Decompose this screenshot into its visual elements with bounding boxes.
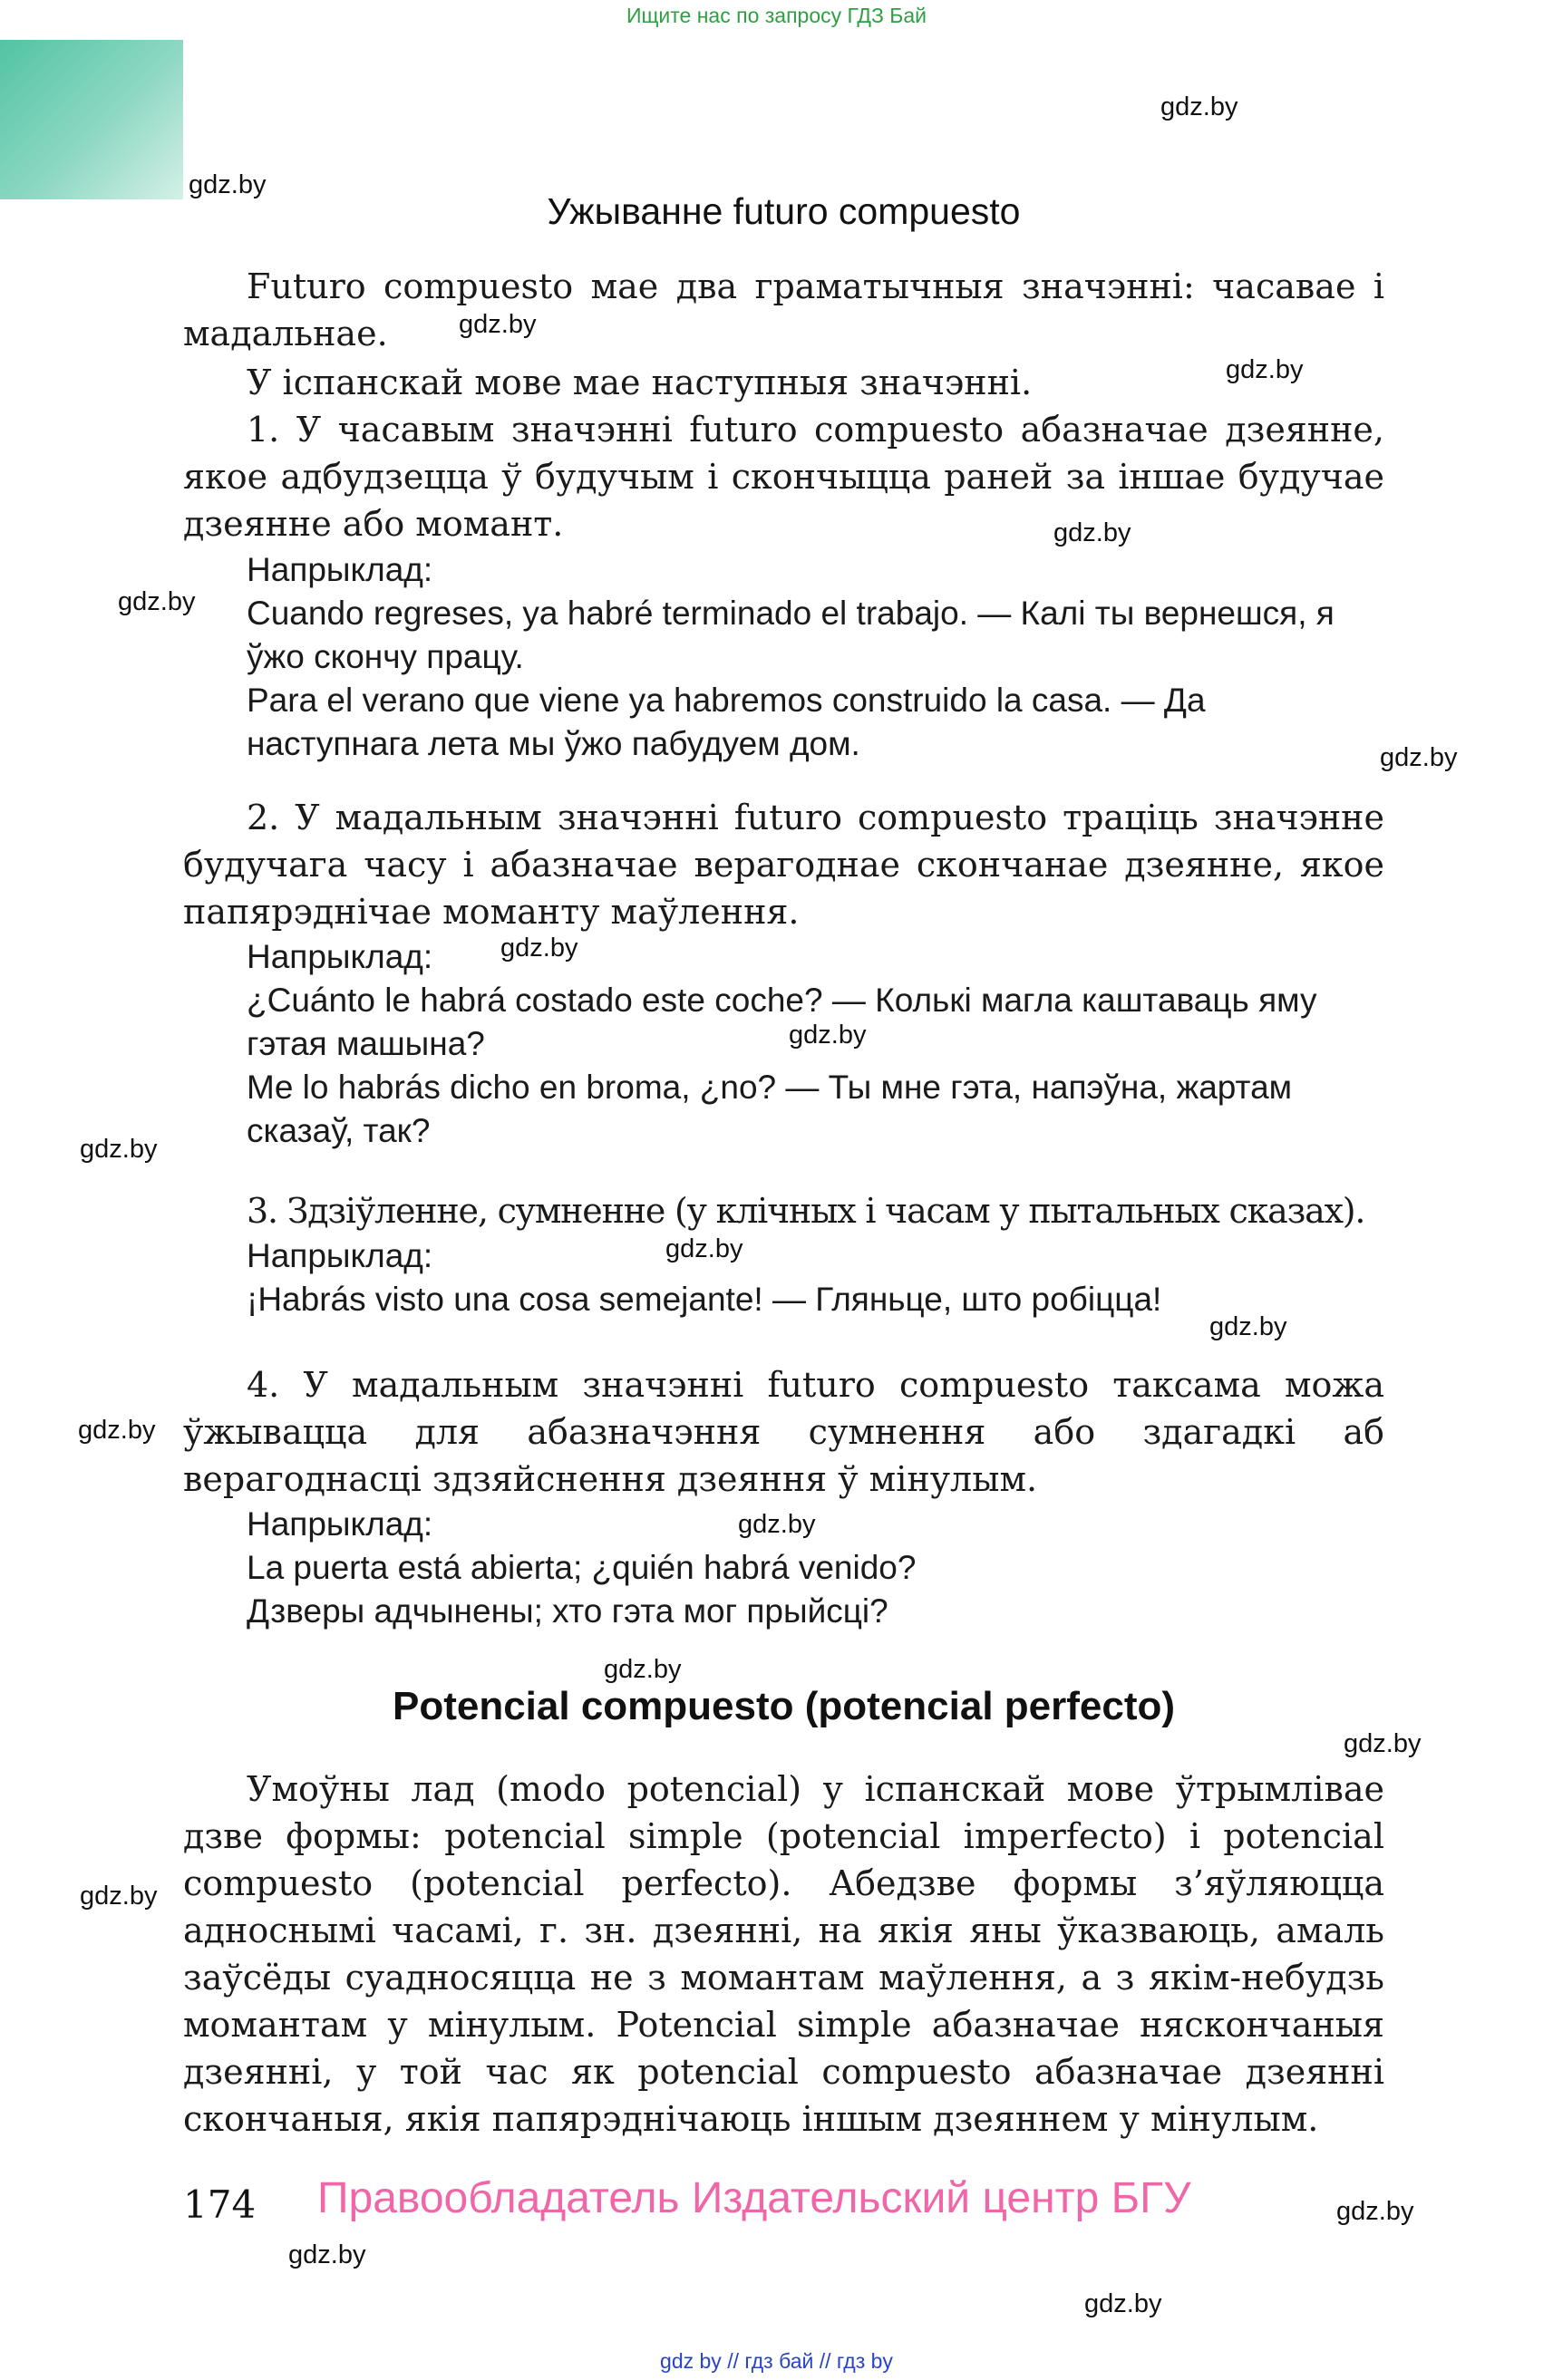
item-1-label: Напрыклад: (247, 551, 433, 588)
item-2-example-2: Me lo habrás dicho en broma, ¿no? — Ты мне гэта, напэўна, жартам сказаў, так? (247, 1069, 1293, 1149)
item-3-text: 3. Здзіўленне, сумненне (у клічных і часам у пытальных сказах). (247, 1191, 1365, 1231)
item-3-example-1: ¡Habrás visto una cosa semejante! — Гляньце, што робіцца! (247, 1281, 1162, 1318)
watermark: gdz.by (118, 587, 196, 616)
watermark: gdz.by (459, 310, 537, 339)
item-2-text: 2. У мадальным значэнні futuro compuesto траціць значэнне будучага часу і абазначае верагоднае скончанае дзеянне, якое папярэднічае моманту маўлення. (183, 798, 1384, 932)
watermark: gdz.by (604, 1655, 682, 1684)
watermark: gdz.by (1053, 518, 1131, 547)
watermark: gdz.by (80, 1135, 158, 1164)
footer-links: gdz by // гдз бай // гдз by (660, 2349, 893, 2373)
item-1-example-2: Para el verano que viene ya habremos construido la casa. — Да наступнага лета мы ўжо пабудуем дом. (247, 682, 1206, 762)
watermark: gdz.by (189, 170, 267, 199)
item-1-text: 1. У часавым значэнні futuro compuesto абазначае дзеянне, якое адбудзецца ў будучым і скончыцца раней за іншае будучае дзеянне або момант. (183, 410, 1384, 544)
intro-paragraph: Futuro compuesto мае два граматычныя значэнні: часавае і мадальнае. (183, 266, 1384, 353)
watermark: gdz.by (1160, 92, 1238, 121)
watermark: gdz.by (665, 1234, 743, 1263)
item-4-example-2: Дзверы адчынены; хто гэта мог прыйсці? (247, 1592, 888, 1630)
watermark: gdz.by (500, 934, 578, 963)
section1-title: Ужыванне futuro compuesto (547, 190, 1021, 232)
watermark: gdz.by (1209, 1312, 1287, 1341)
watermark: gdz.by (1226, 355, 1304, 384)
page-number: 174 (183, 2182, 257, 2227)
item-4-example-1: La puerta está abierta; ¿quién habrá venido? (247, 1549, 917, 1586)
section2-title: Potencial compuesto (potencial perfecto) (392, 1684, 1176, 1728)
item-3-label: Напрыклад: (247, 1237, 433, 1274)
watermark: gdz.by (1336, 2197, 1414, 2226)
copyright-notice: Правообладатель Издательский центр БГУ (317, 2174, 1191, 2222)
intro-paragraph-2: У іспанскай мове мае наступныя значэнні. (247, 363, 1033, 402)
item-1-example-1: Cuando regreses, ya habré terminado el trabajo. — Калі ты вернешся, я ўжо скончу працу. (247, 595, 1335, 675)
corner-decoration (0, 40, 183, 199)
watermark: gdz.by (78, 1416, 156, 1445)
item-4-label: Напрыклад: (247, 1505, 433, 1543)
item-4-text: 4. У мадальным значэнні futuro compuesto таксама можа ўжывацца для абазначэння сумнення або здагадкі аб верагоднасці здзяйснення дзеяння ў мінулым. (183, 1365, 1384, 1499)
watermark: gdz.by (1084, 2289, 1162, 2318)
section2-body: Умоўны лад (modo potencial) у іспанскай мове ўтрымлівае дзве формы: potencial simple (potencial imperfecto) і potencial compuesto (potencial perfecto). Абедзве формы з’яўляюцца адноснымі часамі, г. зн. дзеянні, на якія яны ўказваюць, амаль заўсёды суадносяцца не з момантам маўлення, а з якім-небудзь момантам у мінулым. Potencial simple абазначае няскончаныя дзеянні, у той час як potencial compuesto абазначае дзеянні скончаныя, якія папярэднічаюць іншым дзеяннем у мінулым. (183, 1769, 1384, 2139)
watermark: gdz.by (288, 2240, 366, 2269)
item-2-label: Напрыклад: (247, 938, 433, 975)
watermark: gdz.by (789, 1021, 867, 1050)
top-search-note: Ищите нас по запросу ГДЗ Бай (626, 4, 927, 27)
item-2-example-1: ¿Cuánto le habrá costado este coche? — Колькі магла каштаваць яму гэтая машына? (247, 982, 1317, 1062)
watermark: gdz.by (1380, 743, 1458, 772)
watermark: gdz.by (80, 1882, 158, 1911)
watermark: gdz.by (738, 1510, 816, 1539)
watermark: gdz.by (1344, 1729, 1422, 1758)
